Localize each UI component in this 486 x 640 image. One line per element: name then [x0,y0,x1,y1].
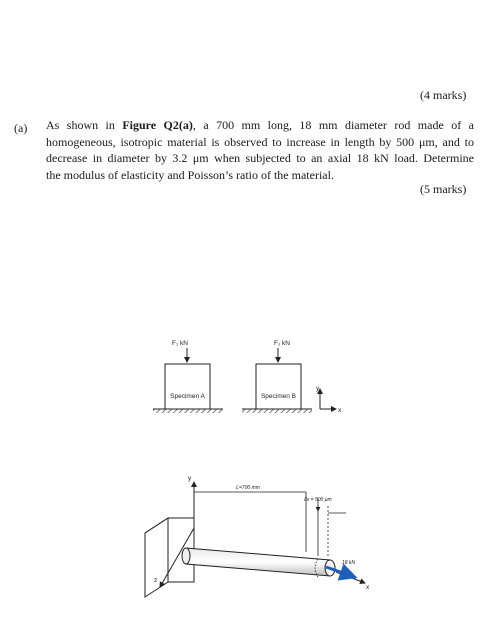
specimen-a-load-label: F₁ kN [172,340,188,347]
specimen-a-label: Specimen A [170,393,205,400]
axis-x-top-label: x [338,407,342,414]
length-label: L=700 mm [236,485,260,491]
specimen-a-block [165,364,210,409]
rod-figure [145,475,370,597]
figure-q2a [0,320,486,630]
wall-side [145,518,168,597]
load-label: 18 kN [342,560,356,566]
marks-bottom: (5 marks) [420,182,467,196]
specimen-b-load-label: F₁ kN [274,340,290,347]
axis-x-rod [336,572,365,583]
figure-reference: Figure Q2(a) [122,118,193,132]
question-label: (a) [14,121,28,135]
question-line-1: As shown in Figure Q2(a), a 700 mm long, 18 mm diameter rod made of a [46,118,474,132]
specimen-a-ground-hatch [153,409,223,413]
question-line-4: the modulus of elasticity and Poisson’s ratio of the material. [46,167,334,182]
rod-body [186,548,330,576]
specimen-b [242,340,312,413]
axis-z-rod-label: z [154,577,158,584]
specimen-b-block [256,364,301,409]
specimen-b-label: Specimen B [260,393,297,400]
axes-top [316,385,342,414]
question-line-2: homogeneous, isotropic material is observed to increase in length by 500 μm, and to [46,134,474,149]
rod-end-left [182,548,190,564]
specimen-b-ground-hatch [242,409,312,413]
marks-top: (4 marks) [420,88,467,102]
delta-label: δx = 500 μm [304,497,332,503]
axis-y-rod-label: y [188,475,192,482]
question-text [46,117,474,183]
axis-x-rod-label: x [366,584,370,591]
specimen-a [153,340,223,413]
axis-y-top-label: y [316,385,320,392]
question-line-3: decrease in diameter by 3.2 μm when subjected to an axial 18 kN load. Determine [46,151,474,165]
